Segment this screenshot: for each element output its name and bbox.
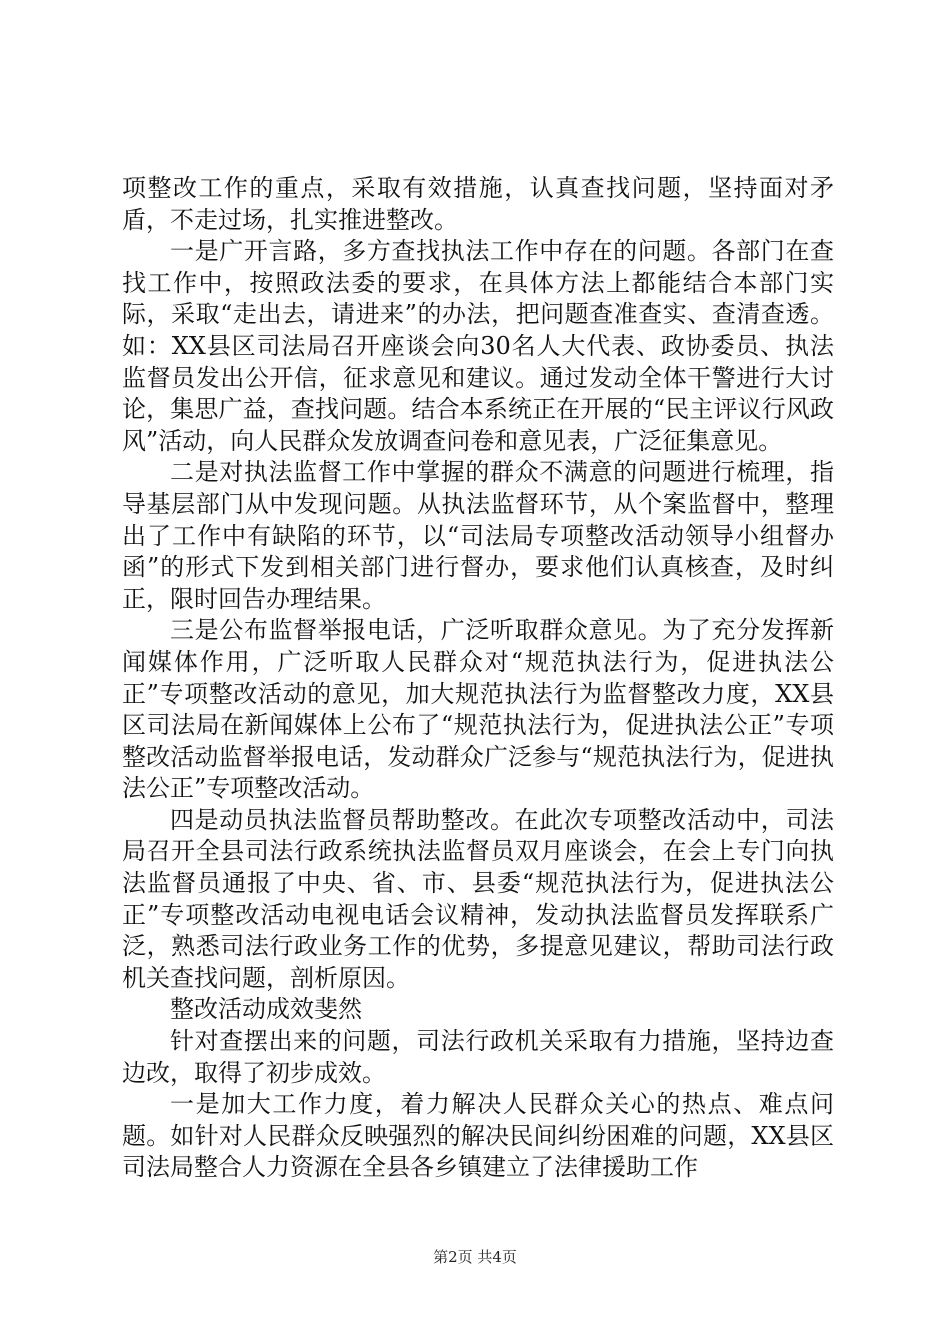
- document-body: [122, 173, 834, 1184]
- section-heading: 整改活动成效斐然: [170, 995, 362, 1024]
- paragraph-1: 项整改工作的重点，采取有效措施，认真查找问题，坚持面对矛盾，不走过场，扎实推进整改。: [122, 174, 834, 234]
- paragraph-4: 三是公布监督举报电话，广泛听取群众意见。为了充分发挥新闻媒体作用，广泛听取人民群众对“规范执法行为，促进执法公正”专项整改活动的意见，加大规范执法行为监督整改力度，XX县区司法局在新闻媒体上公布了“规范执法行为，促进执法公正”专项整改活动监督举报电话，发动群众广泛参与“规范执法行为，促进执法公正”专项整改活动。: [122, 616, 834, 803]
- paragraph-5: 四是动员执法监督员帮助整改。在此次专项整改活动中，司法局召开全县司法行政系统执法监督员双月座谈会，在会上专门向执法监督员通报了中央、省、市、县委“规范执法行为，促进执法公正”专项整改活动电视电话会议精神，发动执法监督员发挥联系广泛，熟悉司法行政业务工作的优势，多提意见建议，帮助司法行政机关查找问题，剖析原因。: [122, 805, 834, 992]
- paragraph-7: 一是加大工作力度，着力解决人民群众关心的热点、难点问题。如针对人民群众反映强烈的解决民间纠纷困难的问题，XX县区司法局整合人力资源在全县各乡镇建立了法律援助工作: [122, 1090, 834, 1182]
- paragraph-2: 一是广开言路，多方查找执法工作中存在的问题。各部门在查找工作中，按照政法委的要求，在具体方法上都能结合本部门实际，采取“走出去，请进来”的办法，把问题查准查实、查清查透。如：XX县区司法局召开座谈会向30名人大代表、政协委员、执法监督员发出公开信，征求意见和建议。通过发动全体干警进行大讨论，集思广益，查找问题。结合本系统正在开展的“民主评议行风政风”活动，向人民群众发放调查问卷和意见表，广泛征集意见。: [122, 237, 834, 455]
- page-number-footer: 第2页 共4页: [433, 1248, 517, 1266]
- paragraph-3: 二是对执法监督工作中掌握的群众不满意的问题进行梳理，指导基层部门从中发现问题。从执法监督环节，从个案监督中，整理出了工作中有缺陷的环节，以“司法局专项整改活动领导小组督办函”的形式下发到相关部门进行督办，要求他们认真核查，及时纠正，限时回告办理结果。: [122, 458, 834, 613]
- paragraph-6: 针对查摆出来的问题，司法行政机关采取有力措施，坚持边查边改，取得了初步成效。: [122, 1027, 834, 1087]
